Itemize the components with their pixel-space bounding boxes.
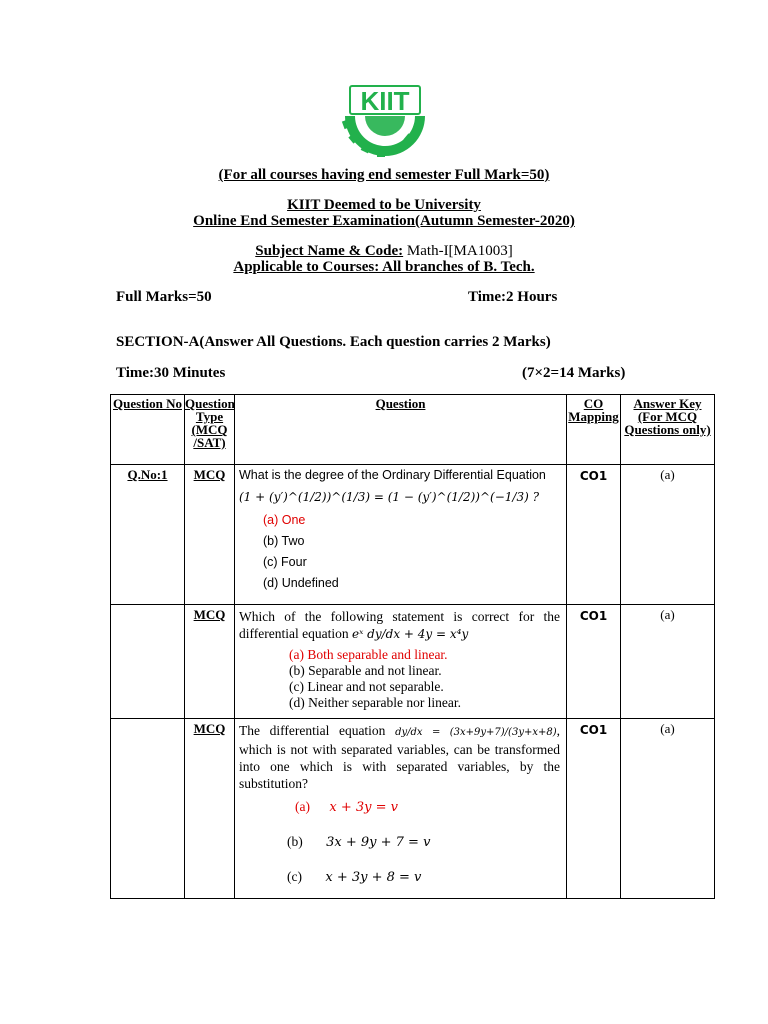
subject-label: Subject Name & Code: — [255, 243, 404, 259]
header-question: Question — [235, 395, 567, 465]
question-cell — [235, 719, 567, 899]
applicable-courses: Applicable to Courses: All branches of B. Tech. — [233, 259, 535, 275]
full-marks: Full Marks=50 — [116, 289, 212, 305]
answer-key: (a) — [621, 605, 715, 719]
question-number — [111, 605, 185, 719]
co-mapping: CO1 — [567, 605, 621, 719]
section-marks: (7×2=14 Marks) — [522, 365, 626, 381]
co-mapping: CO1 — [567, 719, 621, 899]
question-text: Which of the following statement is correct for the differential equation eˣ dy/dx + 4y = x⁴y — [239, 609, 560, 641]
table-header-row — [111, 395, 715, 465]
table-row — [111, 605, 715, 719]
question-equation: dy/dx = (3x+9y+7)/(3y+x+8) — [395, 727, 557, 738]
kiit-logo — [330, 82, 440, 160]
answer-key: (a) — [621, 465, 715, 605]
question-equation: eˣ dy/dx + 4y = x⁴y — [351, 627, 469, 641]
subject-line — [0, 243, 768, 260]
co-mapping: CO1 — [567, 465, 621, 605]
header-question-type: Question Type (MCQ /SAT) — [185, 395, 235, 465]
option-b: (b) 3x + 9y + 7 = v — [287, 834, 431, 850]
header-co-mapping: CO Mapping — [567, 395, 621, 465]
option-b: (b) Separable and not linear. — [289, 663, 442, 678]
exam-title: Online End Semester Examination(Autumn Semester-2020) — [193, 213, 575, 229]
option-a: (a) Both separable and linear. — [289, 647, 448, 662]
option-c: (c) x + 3y + 8 = v — [287, 869, 422, 885]
question-number: Q.No:1 — [111, 465, 185, 605]
table-row — [111, 465, 715, 605]
option-a: (a) One — [263, 513, 306, 527]
option-b: (b) Two — [263, 534, 305, 548]
subject-value: Math-I[MA1003] — [403, 243, 513, 259]
option-d: (d) Neither separable nor linear. — [289, 695, 462, 710]
question-text: What is the degree of the Ordinary Differential Equation — [239, 468, 546, 482]
option-a: (a) x + 3y = v — [295, 799, 398, 815]
total-time: Time:2 Hours — [468, 289, 558, 305]
question-number — [111, 719, 185, 899]
option-d: (d) Undefined — [263, 576, 339, 590]
header-question-no: Question No — [111, 395, 185, 465]
question-cell — [235, 465, 567, 605]
table-row — [111, 719, 715, 899]
exam-note: (For all courses having end semester Full Mark=50) — [218, 167, 550, 183]
question-table — [110, 394, 715, 899]
logo-text: KIIT — [360, 86, 410, 116]
question-type: MCQ — [185, 465, 235, 605]
question-text: The differential equation dy/dx = (3x+9y+7)/(3y+x+8), which is not with separated variables, can be transformed into one which is with separated variables, by the substitution? — [239, 723, 561, 791]
header-answer-key: Answer Key (For MCQ Questions only) — [621, 395, 715, 465]
option-c: (c) Four — [263, 555, 307, 569]
section-title: SECTION-A(Answer All Questions. Each question carries 2 Marks) — [116, 334, 551, 350]
question-cell — [235, 605, 567, 719]
option-c-equation: x + 3y + 8 = v — [325, 870, 422, 885]
answer-key: (a) — [621, 719, 715, 899]
option-b-equation: 3x + 9y + 7 = v — [326, 835, 431, 850]
question-type: MCQ — [185, 605, 235, 719]
option-a-equation: x + 3y = v — [329, 800, 398, 815]
question-type: MCQ — [185, 719, 235, 899]
section-time: Time:30 Minutes — [116, 365, 226, 381]
university-name: KIIT Deemed to be University — [287, 197, 481, 213]
option-c: (c) Linear and not separable. — [289, 679, 444, 694]
question-equation: (1 + (y′)^(1/2))^(1/3) = (1 − (y′)^(1/2))^(−1/3) ? — [239, 490, 540, 504]
